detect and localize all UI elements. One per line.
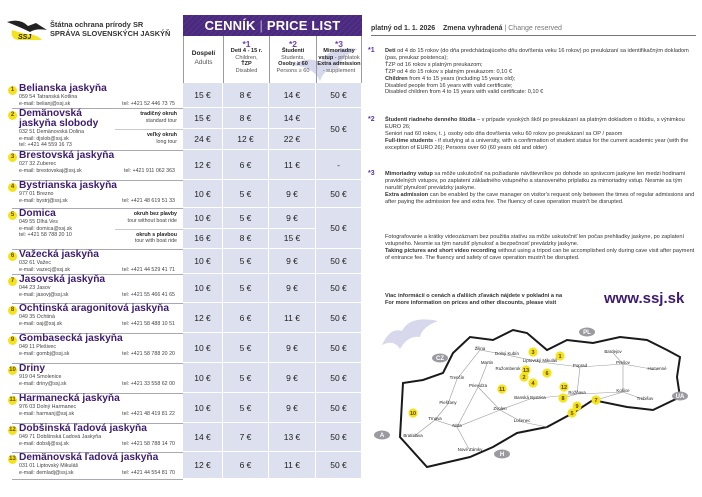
note-3-bold: Mimoriadny vstup xyxy=(385,171,433,177)
price-extra-admission: 50 € xyxy=(316,423,362,452)
title-sk: CENNÍK xyxy=(204,18,256,33)
students-en: Students, xyxy=(281,54,305,61)
city-label: Bardejov xyxy=(604,349,622,354)
price-student: 22 € xyxy=(269,129,316,150)
country-label: A xyxy=(379,433,385,440)
price-student: 14 € xyxy=(269,108,316,129)
cave-address: 032 61 Važec xyxy=(19,260,52,266)
cave-number-badge: 4 xyxy=(8,183,17,192)
note-2-text-2: Seniori nad 60 rokov, t. j. osoby odo dňa dovŕšenia veku 60 rokov po preukázaní sa OP / pasom xyxy=(385,130,623,137)
price-child: 5 € xyxy=(223,249,269,274)
price-student: 15 € xyxy=(269,229,316,250)
price-adult: 12 € xyxy=(183,452,223,479)
price-student: 11 € xyxy=(269,452,316,479)
price-adult: 14 € xyxy=(183,423,223,452)
city-label: Trebišov xyxy=(636,396,654,401)
logo-text: SSJ xyxy=(18,34,32,41)
price-extra-admission: 50 € xyxy=(316,208,362,249)
note-3-text-2: can be enabled by the cave manager on visitor's request only between the times of regular admissions and after paying the admission fee and extra fee. The fluency of cave operation mustn't be disrupted. xyxy=(385,191,695,205)
price-adult: 10 € xyxy=(183,333,223,363)
cave-email[interactable]: e-mail: dobslj@ssj.sk xyxy=(19,440,69,447)
cave-name: Domica xyxy=(19,208,56,219)
cave-address: 049 11 Plešivec xyxy=(19,344,57,350)
note-1-text-5: Disabled people from 16 years with valid certificate; xyxy=(385,82,513,89)
price-extra-admission: 50 € xyxy=(316,249,362,274)
note-2-asterisk: *2 xyxy=(368,116,375,123)
cave-email[interactable]: e-mail: bystrj@ssj.sk xyxy=(19,197,68,204)
note-3-bold-2: Extra admission xyxy=(385,191,429,198)
price-child: 8 € xyxy=(223,83,269,108)
city-label: Košice xyxy=(616,388,630,393)
note-1-text-2: ŤZP od 16 rokov s platným preukazom; xyxy=(385,61,483,68)
cave-address: 977 01 Brezno xyxy=(19,191,54,197)
cave-address: 049 55 Dlhá Ves xyxy=(19,219,58,225)
price-child: 6 € xyxy=(223,452,269,479)
country-label: UA xyxy=(675,394,685,401)
cave-marker-number: 7 xyxy=(594,398,598,404)
price-child: 5 € xyxy=(223,180,269,208)
cave-number-badge: 13 xyxy=(9,456,16,462)
cave-phone[interactable]: tel: +421 44 554 81 70 xyxy=(122,469,175,476)
asterisk-2: *2 xyxy=(288,39,298,49)
price-student: 11 € xyxy=(269,303,316,333)
price-child: 5 € xyxy=(223,208,269,229)
city-label: Ružomberok xyxy=(495,366,521,371)
note-1-asterisk: *1 xyxy=(368,47,375,54)
cave-marker-number: 3 xyxy=(531,350,535,356)
price-student: 9 € xyxy=(269,249,316,274)
asterisk-1: *1 xyxy=(242,39,251,49)
price-child: 5 € xyxy=(223,393,269,423)
note-2-text-3: - if studying at a university, with a confirmation of student status for the current academic year (with the exception of EURO 26); Persons over 60 (60 years old and older) xyxy=(385,137,689,151)
price-child: 6 € xyxy=(223,150,269,180)
cave-phone[interactable]: tel: +421 33 558 62 00 xyxy=(122,380,175,387)
cave-name-line-2: jaskyňa slobody xyxy=(19,118,99,129)
extra-en: Extra admission xyxy=(317,61,361,68)
cave-marker-number: 1 xyxy=(558,354,562,360)
cave-phone[interactable]: tel: +421 48 619 51 33 xyxy=(122,197,175,204)
cave-address: 059 54 Tatranská Kotlina xyxy=(19,94,78,100)
price-extra-admission: 50 € xyxy=(316,452,362,479)
cave-marker-number: 6 xyxy=(545,371,549,377)
adults-en: Adults xyxy=(194,59,213,66)
price-child: 8 € xyxy=(223,108,269,129)
price-student: 9 € xyxy=(269,393,316,423)
country-label: H xyxy=(499,452,505,459)
cave-phone[interactable]: tel: +421 58 488 10 51 xyxy=(122,320,175,327)
cave-phone[interactable]: tel: +421 44 529 41 71 xyxy=(122,266,175,273)
cave-number-badge: 1 xyxy=(8,86,17,95)
cave-email[interactable]: e-mail: jasovj@ssj.sk xyxy=(19,291,69,298)
price-student: 9 € xyxy=(269,208,316,229)
cave-name: Gombasecká jaskyňa xyxy=(19,333,123,344)
cave-email[interactable]: e-mail: domica@ssj.sk xyxy=(19,225,73,232)
price-extra-admission: 50 € xyxy=(316,363,362,393)
cave-marker-number: 4 xyxy=(531,381,535,387)
website-link[interactable]: www.ssj.sk xyxy=(604,290,685,307)
cave-email[interactable]: e-mail: brestovskaj@ssj.sk xyxy=(19,167,82,174)
city-label: Dolný Kubín xyxy=(495,351,519,356)
note-1-text-4: from 4 to 15 years (including 15 years old); xyxy=(407,75,516,82)
price-extra-admission: 50 € xyxy=(316,303,362,333)
cave-phone[interactable]: tel: +421 48 419 81 22 xyxy=(122,410,175,417)
cave-phone[interactable]: tel: +421 44 559 16 73 xyxy=(19,142,72,148)
cave-phone[interactable]: tel: +421 911 062 363 xyxy=(123,167,175,174)
note-2-bold-2: Full-time students xyxy=(385,137,434,144)
note-3-text: sa môže uskutočniť na požiadanie návštevníkov po dohode so správcom jaskyne len medzi hodinami pravidelných vstupov, po zaplatení základného vstupného a stanoveného príplatku za mimoriadny vstup. Nesmie sa tým narušiť plynulosť prevádzky jaskyne. xyxy=(385,171,685,191)
cave-email[interactable]: e-mail: driny@ssj.sk xyxy=(19,380,67,387)
photo-text-sk: Fotografovanie a krátky videozáznam bez použitia statívu sa môže uskutočniť len počas prehliadky jaskyne, po zaplatení vstupného. Nesmie sa tým narušiť plynulosť a bezpečnosť prevádzky jaskyne. xyxy=(385,234,685,247)
cave-number-badge: 2 xyxy=(8,111,17,120)
cave-marker-number: 11 xyxy=(499,387,505,393)
disabled-sk: ŤZP xyxy=(241,61,252,68)
cave-number-badge: 9 xyxy=(8,336,17,345)
cave-name: Harmanecká jaskyňa xyxy=(19,393,120,404)
tour-name-sk: veľký okruh xyxy=(146,132,177,138)
price-student: 9 € xyxy=(269,274,316,303)
cave-name: Demänovská xyxy=(19,108,82,119)
cave-address: 032 51 Demänovská Dolina xyxy=(19,129,85,135)
cave-number-badge: 6 xyxy=(8,252,17,261)
cave-phone[interactable]: tel: +421 52 446 73 75 xyxy=(122,100,175,107)
price-extra-admission: - xyxy=(316,150,362,180)
city-label: Zvolen xyxy=(493,406,507,411)
note-1-bold: Deti xyxy=(385,48,396,54)
tour-name-en: tour with boat ride xyxy=(134,238,177,244)
price-child: 12 € xyxy=(223,129,269,150)
cave-marker-number: 13 xyxy=(522,368,530,374)
tour-name-sk: okruh bez plavby xyxy=(133,211,177,217)
cave-name: Jasovská jaskyňa xyxy=(19,274,106,285)
cave-email[interactable]: e-mail: oaj@ssj.sk xyxy=(19,320,63,327)
cave-number-badge: 7 xyxy=(8,277,17,286)
cave-phone[interactable]: tel: +421 58 788 14 70 xyxy=(122,440,175,447)
title-separator: | xyxy=(259,18,264,33)
cave-name: Brestovská jaskyňa xyxy=(19,150,115,161)
price-child: 8 € xyxy=(223,229,269,250)
students-sk: Študenti xyxy=(281,48,305,54)
tour-name-en: long tour xyxy=(156,138,177,145)
cave-marker-number: 5 xyxy=(570,411,574,417)
cave-address: 976 03 Dolný Harmanec xyxy=(19,404,77,410)
cave-name: Driny xyxy=(19,363,46,374)
city-label: Martin xyxy=(480,360,494,365)
note-3-asterisk: *3 xyxy=(368,170,375,177)
price-child: 5 € xyxy=(223,363,269,393)
cave-email[interactable]: e-mail: demladj@ssj.sk xyxy=(19,469,74,476)
cave-number-badge: 8 xyxy=(8,306,17,315)
price-adult: 10 € xyxy=(183,363,223,393)
city-label: Nitra xyxy=(452,423,462,428)
cave-email[interactable]: e-mail: djslob@ssj.sk xyxy=(19,135,69,142)
city-label: Prievidza xyxy=(468,383,488,388)
price-adult: 10 € xyxy=(183,208,223,229)
price-extra-admission: 50 € xyxy=(316,274,362,303)
seniors-en: Persons ≥ 60 xyxy=(276,67,310,74)
price-student: 9 € xyxy=(269,363,316,393)
city-label: Rožňava xyxy=(568,390,586,395)
cave-phone[interactable]: tel: +421 55 466 41 65 xyxy=(122,291,175,298)
price-student: 13 € xyxy=(269,423,316,452)
price-student: 14 € xyxy=(269,83,316,108)
tour-name-en: standard tour xyxy=(145,117,177,124)
price-child: 6 € xyxy=(223,303,269,333)
city-label: Prešov xyxy=(616,360,630,365)
price-adult: 12 € xyxy=(183,150,223,180)
cave-marker-number: 2 xyxy=(522,375,526,381)
cave-address: 027 32 Zuberec xyxy=(19,161,57,167)
note-1-text-3: ŤZP od 4 do 15 rokov s platným preukazom: 0,10 € xyxy=(385,68,513,75)
price-child: 7 € xyxy=(223,423,269,452)
price-extra-admission: 50 € xyxy=(316,333,362,363)
note-2-bold: Študenti riadneho denného štúdia xyxy=(385,117,476,123)
country-label: CZ xyxy=(436,356,444,363)
photo-text-en: without using a tripod can be accomplished only during cave visit after payment of entrance fee. The fluency and safety of cave operation mustn't be disrupted. xyxy=(385,247,695,261)
cave-number-badge: 10 xyxy=(9,367,16,373)
price-extra-admission: 50 € xyxy=(316,393,362,423)
more-info-sk: Viac informácií o cenách a ďalších zľavách nájdete v pokladni a na xyxy=(385,293,563,299)
city-label: Piešťany xyxy=(439,400,457,405)
cave-name: Demänovská ľadová jaskyňa xyxy=(19,452,159,463)
cave-marker-number: 8 xyxy=(561,396,565,402)
cave-number-badge: 3 xyxy=(8,153,17,162)
price-adult: 12 € xyxy=(183,303,223,333)
price-adult: 10 € xyxy=(183,249,223,274)
cave-marker-number: 10 xyxy=(409,411,417,417)
price-adult: 10 € xyxy=(183,393,223,423)
change-reserved-en: Change reserved xyxy=(508,25,562,32)
tour-name-sk: tradičný okruh xyxy=(140,111,177,117)
price-student: 9 € xyxy=(269,180,316,208)
cave-phone[interactable]: tel: +421 58 788 20 20 xyxy=(122,350,175,357)
extra-en-2: - supplement xyxy=(322,67,356,74)
cave-name: Ochtinská aragonitová jaskyňa xyxy=(19,303,170,314)
extra-sk-c: - príplatok xyxy=(333,54,360,61)
city-label: Žilina xyxy=(474,346,486,351)
cave-address: 919 04 Smolenice xyxy=(19,374,62,380)
cave-phone[interactable]: tel: +421 58 788 20 10 xyxy=(19,232,72,238)
price-adult: 16 € xyxy=(183,229,223,250)
cave-email[interactable]: e-mail: harmanj@ssj.sk xyxy=(19,410,75,417)
city-label: Banská Bystrica xyxy=(514,395,546,400)
price-adult: 24 € xyxy=(183,129,223,150)
valid-from: platný od 1. 1. 2026 xyxy=(371,25,436,32)
cave-email[interactable]: e-mail: vazecj@ssj.sk xyxy=(19,266,70,273)
org-line-2: SPRÁVA SLOVENSKÝCH JASKÝŇ xyxy=(50,29,171,38)
disabled-en: Disabled xyxy=(235,67,258,74)
city-label: Trnava xyxy=(428,416,442,421)
cave-number-badge: 11 xyxy=(9,397,16,403)
cave-email[interactable]: e-mail: belianj@ssj.sk xyxy=(19,100,71,107)
cave-name: Važecká jaskyňa xyxy=(19,249,99,260)
cave-name: Belianska jaskyňa xyxy=(19,83,107,94)
city-label: Nové Zámky xyxy=(457,447,483,452)
price-adult: 15 € xyxy=(183,83,223,108)
cave-number-badge: 5 xyxy=(8,211,17,220)
city-label: Liptovský Mikuláš xyxy=(522,358,558,363)
note-1-bold-2: Children xyxy=(385,75,408,82)
price-extra-admission: 50 € xyxy=(316,83,362,108)
price-student: 9 € xyxy=(269,333,316,363)
price-child: 5 € xyxy=(223,333,269,363)
asterisk-3: *3 xyxy=(334,39,344,49)
tour-name-sk: okruh s plavbou xyxy=(136,231,177,238)
adults-sk: Dospelí xyxy=(191,50,216,57)
more-info-en: For more information on prices and other discounts, please visit xyxy=(385,300,557,306)
country-label: PL xyxy=(583,330,591,337)
cave-address: 044 23 Jasov xyxy=(19,285,51,291)
seniors-sk: Osoby ≥ 60 xyxy=(278,61,308,68)
price-adult: 10 € xyxy=(183,180,223,208)
price-extra-admission: 50 € xyxy=(316,108,362,150)
cave-email[interactable]: e-mail: gombj@ssj.sk xyxy=(19,350,70,357)
price-child: 5 € xyxy=(223,274,269,303)
cave-name: Bystrianska jaskyňa xyxy=(19,180,117,191)
cave-address: 031 01 Liptovský Mikuláš xyxy=(19,463,79,469)
cave-number-badge: 12 xyxy=(9,427,16,433)
city-label: Trenčín xyxy=(449,375,465,380)
title-en: PRICE LIST xyxy=(266,18,341,33)
cave-marker-number: 12 xyxy=(560,385,568,391)
city-label: Bratislava xyxy=(403,433,423,438)
org-line-1: Štátna ochrana prírody SR xyxy=(50,20,144,29)
extra-sk-b: vstup xyxy=(318,54,334,61)
cave-name: Dobšinská ľadová jaskyňa xyxy=(19,423,147,434)
change-separator: | xyxy=(504,25,507,32)
note-1-text: od 4 do 15 rokov (do dňa predchádzajúceho dňu dovŕšenia veku 16 rokov) po preukázaní sa identifikačným dokladom (pas, preukaz poistenca); xyxy=(385,48,689,61)
price-extra-admission: 50 € xyxy=(316,180,362,208)
cave-address: 049 35 Ochtiná xyxy=(19,314,55,320)
cave-marker-number: 9 xyxy=(575,404,579,410)
extra-sk: Mimoriadny xyxy=(323,48,355,54)
note-1-text-6: Disabled children from 4 to 15 years with valid certificate: 0,10 € xyxy=(385,89,544,96)
price-adult: 10 € xyxy=(183,274,223,303)
note-2-text: – v prípade vysokých škôl po preukázaní sa platným dokladom o štúdiu, s výnimkou EURO 26; xyxy=(385,117,685,130)
children-en: Children, xyxy=(235,54,258,61)
price-adult: 15 € xyxy=(183,108,223,129)
children-sk: Deti 4 - 15 r. xyxy=(230,48,263,54)
city-label: Lučenec xyxy=(513,418,531,423)
photo-bold-en: Taking pictures and short video recording xyxy=(385,247,497,254)
city-label: Humenné xyxy=(647,366,667,371)
change-reserved-sk: Zmena vyhradená xyxy=(442,25,503,32)
price-student: 11 € xyxy=(269,150,316,180)
tour-name-en: tour without boat ride xyxy=(127,217,177,224)
cave-address: 049 71 Dobšinská Ľadová Jaskyňa xyxy=(19,434,102,440)
city-label: Poprad xyxy=(572,363,588,368)
